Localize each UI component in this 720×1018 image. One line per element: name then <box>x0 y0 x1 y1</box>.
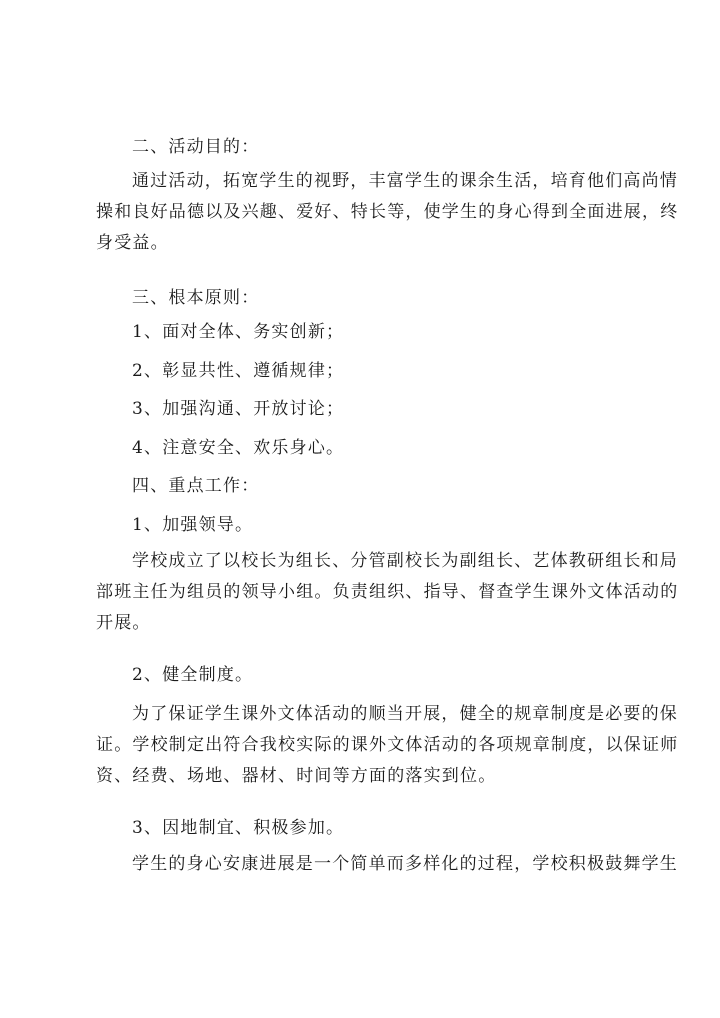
paragraph-line: 学校成立了以校长为组长、分管副校长为副组长、艺体教研组长和局 <box>132 551 678 571</box>
subheading-text: 2、健全制度。 <box>132 665 254 685</box>
paragraph-line: 操和良好品德以及兴趣、爱好、特长等，使学生的身心得到全面进展，终 <box>96 202 679 222</box>
principle-item-1 <box>132 317 672 348</box>
paragraph-leadership <box>96 546 679 639</box>
list-item-text: 4、注意安全、欢乐身心。 <box>132 438 345 458</box>
subheading-leadership <box>132 510 672 541</box>
principle-item-2 <box>132 356 672 387</box>
section-heading-goals <box>132 132 672 163</box>
subheading-text: 3、因地制宜、积极参加。 <box>132 818 345 838</box>
paragraph-line: 资、经费、场地、器材、时间等方面的落实到位。 <box>96 766 497 786</box>
paragraph-line: 身受益。 <box>96 233 169 253</box>
heading-text: 四、重点工作： <box>132 476 260 496</box>
paragraph-line: 证。学校制定出符合我校实际的课外文体活动的各项规章制度，以保证师 <box>96 735 679 755</box>
section-heading-principles <box>132 283 672 314</box>
subheading-text: 1、加强领导。 <box>132 515 254 535</box>
heading-text: 三、根本原则： <box>132 288 260 308</box>
paragraph-line: 部班主任为组员的领导小组。负责组织、指导、督查学生课外文体活动的 <box>96 582 679 602</box>
paragraph-line: 通过活动，拓宽学生的视野，丰富学生的课余生活，培育他们高尚情 <box>132 171 678 191</box>
subheading-system <box>132 660 672 691</box>
principle-item-4 <box>132 433 672 464</box>
heading-text: 二、活动目的： <box>132 137 260 157</box>
principle-item-3 <box>132 394 672 425</box>
list-item-text: 3、加强沟通、开放讨论； <box>132 399 345 419</box>
paragraph-line: 学生的身心安康进展是一个简单而多样化的过程，学校积极鼓舞学生 <box>132 854 678 874</box>
section-heading-key-work <box>132 471 672 502</box>
paragraph-line: 开展。 <box>96 613 151 633</box>
list-item-text: 1、面对全体、务实创新； <box>132 322 345 342</box>
list-item-text: 2、彰显共性、遵循规律； <box>132 361 345 381</box>
paragraph-line: 为了保证学生课外文体活动的顺当开展，健全的规章制度是必要的保 <box>132 704 678 724</box>
subheading-participation <box>132 813 672 844</box>
paragraph-goals <box>96 166 679 259</box>
paragraph-participation <box>96 849 678 880</box>
paragraph-system <box>96 699 679 792</box>
